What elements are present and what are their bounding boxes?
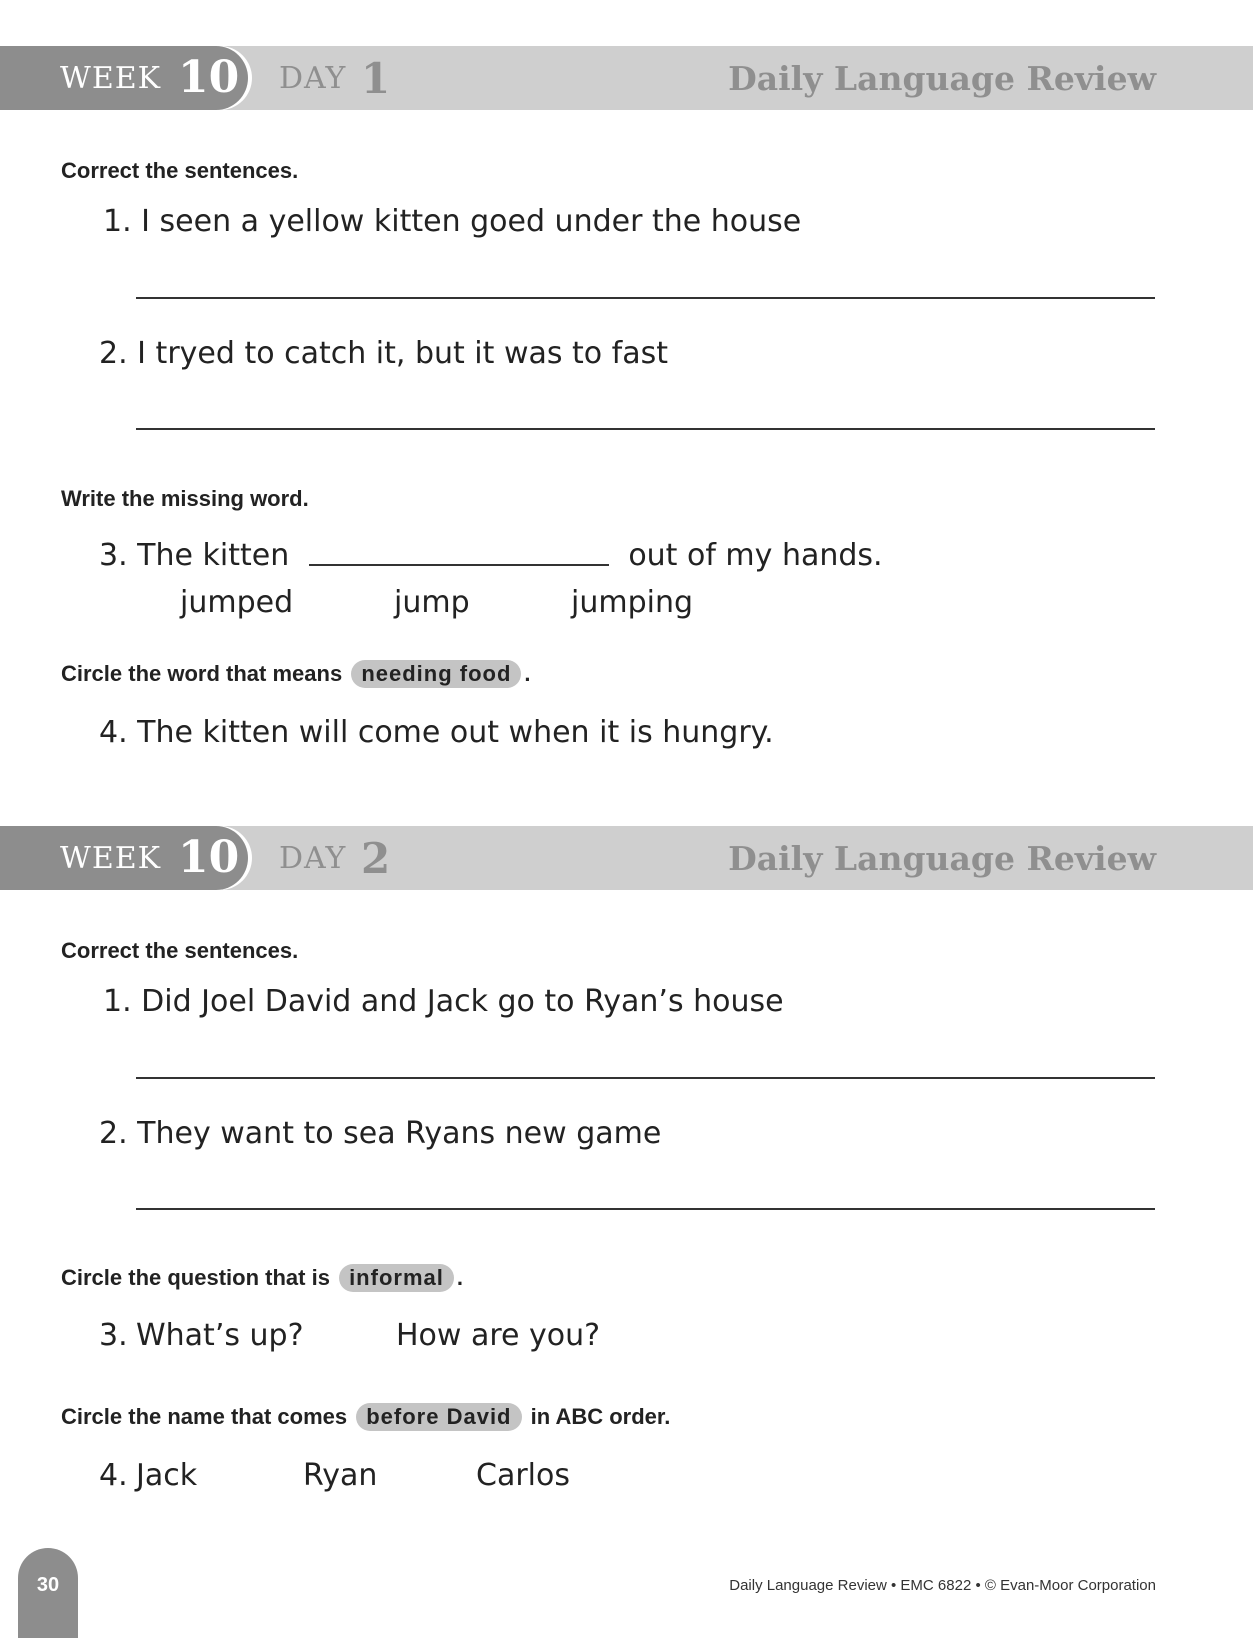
- name-choice[interactable]: Carlos: [476, 1458, 570, 1493]
- day1-item-1: [103, 204, 801, 239]
- day2-item-3: [99, 1318, 128, 1353]
- instruction-text: Circle the word that means: [61, 661, 343, 686]
- instruction-missing-word: Write the missing word.: [61, 486, 309, 511]
- item-text: I tryed to catch it, but it was to fast: [137, 336, 669, 371]
- highlight-pill: before David: [356, 1403, 521, 1431]
- highlight-pill: informal: [339, 1264, 454, 1292]
- answer-line[interactable]: [136, 428, 1155, 430]
- word-choice[interactable]: jumped: [180, 585, 294, 620]
- instruction-text: .: [524, 661, 531, 686]
- name-choice[interactable]: Ryan: [303, 1458, 378, 1493]
- item-number: 4.: [99, 715, 128, 750]
- page-number-tab: [18, 1548, 78, 1638]
- header-title: Daily Language Review: [728, 839, 1156, 878]
- header-title: Daily Language Review: [728, 59, 1156, 98]
- item-text[interactable]: The kitten will come out when it is hungry.: [137, 715, 774, 750]
- item-text: I seen a yellow kitten goed under the house: [141, 204, 802, 239]
- page-number: 30: [36, 1574, 60, 1596]
- week-label: WEEK: [60, 841, 162, 876]
- instruction-text: Circle the name that comes: [61, 1404, 348, 1429]
- answer-line[interactable]: [136, 297, 1155, 299]
- week-tab: [0, 826, 248, 890]
- item-number: 1.: [103, 204, 132, 239]
- item-number: 1.: [103, 984, 132, 1019]
- word-choice[interactable]: jump: [394, 585, 470, 620]
- item-number: 3.: [99, 538, 128, 573]
- answer-line[interactable]: [136, 1077, 1155, 1079]
- item-text: They want to sea Ryans new game: [137, 1116, 662, 1151]
- highlight-pill: needing food: [351, 660, 521, 688]
- day2-item-2: [99, 1116, 661, 1151]
- item-number: 3.: [99, 1318, 128, 1353]
- day1-item-4: [99, 715, 774, 750]
- day2-item-4: [99, 1458, 128, 1493]
- item-number: 4.: [99, 1458, 128, 1493]
- day-number: 1: [361, 54, 391, 103]
- instruction-correct: Correct the sentences.: [61, 938, 299, 963]
- day2-header: [0, 826, 1253, 890]
- word-choice[interactable]: jumping: [571, 585, 694, 620]
- day-number: 2: [361, 834, 391, 883]
- instruction-text: in ABC order.: [530, 1404, 671, 1429]
- day-label: DAY: [279, 61, 347, 96]
- day-label: DAY: [279, 841, 347, 876]
- day2-item-1: [103, 984, 784, 1019]
- week-number: 10: [178, 52, 240, 103]
- item-number: 2.: [99, 336, 128, 371]
- question-choice[interactable]: What’s up?: [136, 1318, 304, 1353]
- day1-item-2: [99, 336, 668, 371]
- instruction-correct: Correct the sentences.: [61, 158, 299, 183]
- answer-line[interactable]: [136, 1208, 1155, 1210]
- fill-in-blank[interactable]: [309, 563, 609, 566]
- instruction-text: Circle the question that is: [61, 1265, 330, 1290]
- week-number: 10: [178, 832, 240, 883]
- instruction-circle-name: [61, 1403, 670, 1431]
- week-label: WEEK: [60, 61, 162, 96]
- instruction-text: .: [456, 1265, 463, 1290]
- day1-header: [0, 46, 1253, 110]
- day1-item-3: [99, 538, 883, 573]
- item-text-before: The kitten: [137, 538, 290, 573]
- instruction-circle-word: [61, 660, 531, 688]
- question-choice[interactable]: How are you?: [396, 1318, 601, 1353]
- name-choice[interactable]: Jack: [136, 1458, 198, 1493]
- item-text: Did Joel David and Jack go to Ryan’s house: [141, 984, 784, 1019]
- week-tab: [0, 46, 248, 110]
- item-number: 2.: [99, 1116, 128, 1151]
- instruction-circle-question: [61, 1264, 463, 1292]
- item-text-after: out of my hands.: [628, 538, 883, 573]
- footer-credit: Daily Language Review • EMC 6822 • © Evan-Moor Corporation: [729, 1577, 1156, 1594]
